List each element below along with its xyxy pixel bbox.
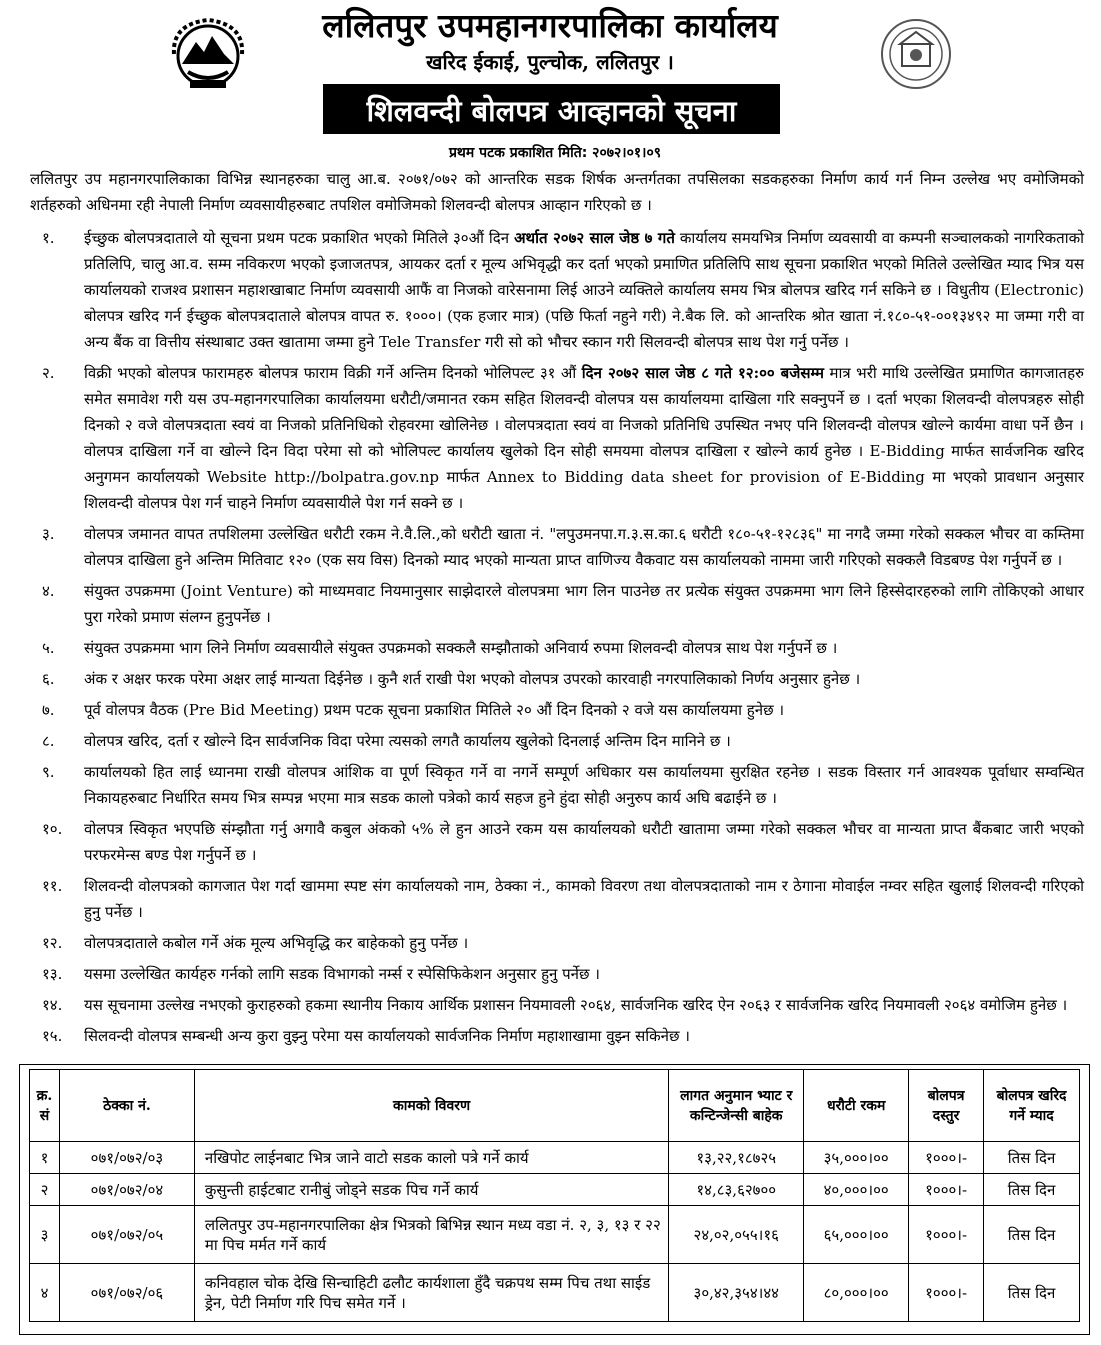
rule-item xyxy=(30,666,1084,692)
rule-text: यस सूचनामा उल्लेख नभएको कुराहरुको हकमा स्थानीय निकाय आर्थिक प्रशासन नियमावली २०६४, सार्वजनिक खरिद ऐन २०६३ र सार्वजनिक खरिद नियमावली २०६४ वमोजिम हुनेछ । xyxy=(84,996,1068,1014)
rule-number: ६. xyxy=(42,670,55,688)
rule-number: ८. xyxy=(42,732,55,750)
header-description: कामको विवरण xyxy=(194,1070,668,1142)
cell-purchase-period: तिस दिन xyxy=(984,1142,1080,1174)
rule-number: ५. xyxy=(42,639,55,657)
rule-number: १. xyxy=(42,229,55,247)
tender-table xyxy=(29,1069,1080,1322)
rule-text-continued: मात्र भरी माथि उल्लेखित प्रमाणित कागजातहरु समेत समावेश गरी यस उप-महानगरपालिका कार्यालयमा धरौटी/जमानत रकम सहित शिलवन्दी वोलपत्र यस कार्यालयमा दाखिला गरि सक्नुपर्ने छ । दर्ता भएका शिलवन्दी वोलपत्रहरु सोही दिनको २ वजे वोलपत्रदाता स्वयं वा निजको प्रतिनिधिको रोहवरमा खोलिनेछ । वोलपत्रदाता स्वयं वा निजको प्रतिनिधि उपस्थित नभए पनि शिलवन्दी वोलपत्र खोल्ने कार्यमा वाधा पर्ने छैन । वोलपत्र दाखिला गर्ने वा खोल्ने दिन विदा परेमा सो को भोलिपल्ट कार्यालय खुलेको दिन सोही समयमा वोलपत्र दाखिला र खोल्ने कार्य हुनेछ । E-Bidding मार्फत सार्वजनिक खरिद अनुगमन कार्यालयको Website http://bolpatra.gov.np मार्फत Annex to Bidding data sheet for provision of E-Bidding मा भएको प्रावधान अनुसार शिलवन्दी वोलपत्र पेश गर्न चाहने निर्माण व्यवसायीले पेश गर्न सक्ने छ । xyxy=(84,364,1085,512)
cell-fee: १०००।- xyxy=(909,1264,984,1322)
table-row xyxy=(30,1206,1080,1264)
cell-sn: ३ xyxy=(30,1206,60,1264)
rule-text: पूर्व वोलपत्र वैठक (Pre Bid Meeting) प्रथम पटक सूचना प्रकाशित मितिले २० औं दिन दिनको २ वजे यस कार्यालयमा हुनेछ । xyxy=(84,701,785,719)
header-deposit: धरौटी रकम xyxy=(804,1070,909,1142)
rule-text: संयुक्त उपक्रममा (Joint Venture) को माध्यमवाट नियमानुसार साझेदारले वोलपत्रमा भाग लिन पाउनेछ तर प्रत्येक संयुक्त उपक्रममा भाग लिने हिस्सेदारहरुको लागि तोकिएको आधार पुरा गरेको प्रमाण संलग्न हुनुपर्नेछ । xyxy=(84,582,1084,626)
rule-text: वोलपत्र स्विकृत भएपछि संम्झौता गर्नु अगावै कबुल अंकको ५% ले हुन आउने रकम यस कार्यालयको धरौटी खातामा जम्मा गरेको सक्कल भौचर वा मान्यता प्राप्त बैंकबाट जारी भएको परफरमेन्स बण्ड पेश गर्नुपर्ने छ । xyxy=(84,820,1084,864)
rule-text: ईच्छुक बोलपत्रदाताले यो सूचना प्रथम पटक प्रकाशित भएको मितिले ३०औं दिन xyxy=(84,229,515,247)
cell-fee: १०००।- xyxy=(909,1142,984,1174)
rule-item xyxy=(30,816,1084,868)
rule-number: १४. xyxy=(42,996,63,1014)
cell-fee: १०००।- xyxy=(909,1174,984,1206)
rule-item xyxy=(30,360,1084,516)
cell-description: नखिपोट लाईनबाट भित्र जाने वाटो सडक कालो पत्रे गर्ने कार्य xyxy=(194,1142,668,1174)
cell-deposit: ६५,०००।०० xyxy=(804,1206,909,1264)
rule-item xyxy=(30,992,1084,1018)
rule-text: शिलवन्दी वोलपत्रको कागजात पेश गर्दा खाममा स्पष्ट संग कार्यालयको नाम, ठेक्का नं., कामको विवरण तथा वोलपत्रदाताको नाम र ठेगाना मोवाईल नम्वर सहित खुलाई शिलवन्दी गरिएको हुनु पर्नेछ । xyxy=(84,877,1084,921)
rule-number: ७. xyxy=(42,701,55,719)
office-title: ललितपुर उपमहानगरपालिका कार्यालय xyxy=(322,6,778,45)
rule-number: ९. xyxy=(42,763,55,781)
rule-text: संयुक्त उपक्रममा भाग लिने निर्माण व्यवसायीले संयुक्त उपक्रमको सक्कलै सम्झौताको अनिवार्य रुपमा शिलवन्दी वोलपत्र साथ पेश गर्नुपर्ने छ । xyxy=(84,639,838,657)
office-address: खरिद ईकाई, पुल्चोक, ललितपुर । xyxy=(426,50,674,74)
cell-cost-estimate: १४,८३,६२७०० xyxy=(669,1174,804,1206)
cell-sn: १ xyxy=(30,1142,60,1174)
table-row xyxy=(30,1264,1080,1322)
cell-sn: ४ xyxy=(30,1264,60,1322)
rule-text: विक्री भएको बोलपत्र फारामहरु बोलपत्र फाराम विक्री गर्ने अन्तिम दिनको भोलिपल्ट ३१ औं xyxy=(84,364,582,382)
cell-contract-no: ०७१/०७२/०३ xyxy=(59,1142,194,1174)
rule-item xyxy=(30,873,1084,925)
cell-contract-no: ०७१/०७२/०५ xyxy=(59,1206,194,1264)
rules-list xyxy=(30,225,1084,1054)
cell-contract-no: ०७१/०७२/०४ xyxy=(59,1174,194,1206)
rule-item xyxy=(30,578,1084,630)
rule-item xyxy=(30,728,1084,754)
header-fee: बोलपत्र दस्तुर xyxy=(909,1070,984,1142)
header-cost-estimate: लागत अनुमान भ्याट र कन्टिन्जेन्सी बाहेक xyxy=(669,1070,804,1142)
rule-number: १०. xyxy=(42,820,63,838)
rule-emphasis: दिन २०७२ साल जेष्ठ ८ गते १२:०० बजेसम्म xyxy=(581,364,824,382)
rule-number: १५. xyxy=(42,1027,63,1045)
rule-item xyxy=(30,697,1084,723)
rule-number: २. xyxy=(42,364,55,382)
rule-number: ४. xyxy=(42,582,55,600)
rule-number: ११. xyxy=(42,877,63,895)
rule-item xyxy=(30,961,1084,987)
cell-description: कुसुन्ती हाईटबाट रानीबुं जोड्ने सडक पिच गर्ने कार्य xyxy=(194,1174,668,1206)
cell-deposit: ३५,०००।०० xyxy=(804,1142,909,1174)
rule-number: ३. xyxy=(42,525,55,543)
rule-item xyxy=(30,635,1084,661)
header-purchase-period: बोलपत्र खरिद गर्ने म्याद xyxy=(984,1070,1080,1142)
rule-number: १२. xyxy=(42,934,63,952)
cell-purchase-period: तिस दिन xyxy=(984,1174,1080,1206)
rule-text: वोलपत्र खरिद, दर्ता र खोल्ने दिन सार्वजनिक विदा परेमा त्यसको लगतै कार्यालय खुलेको दिनलाई अन्तिम दिन मानिने छ । xyxy=(84,732,731,750)
cell-cost-estimate: २४,०२,०५५।१६ xyxy=(669,1206,804,1264)
rule-item xyxy=(30,1023,1084,1049)
cell-purchase-period: तिस दिन xyxy=(984,1264,1080,1322)
rule-item xyxy=(30,930,1084,956)
rule-text: सिलवन्दी वोलपत्र सम्बन्धी अन्य कुरा वुझ्नु परेमा यस कार्यालयको सार्वजनिक निर्माण महाशाखामा वुझ्न सकिनेछ । xyxy=(84,1027,690,1045)
rule-number: १३. xyxy=(42,965,63,983)
cell-description: ललितपुर उप-महानगरपालिका क्षेत्र भित्रको बिभिन्न स्थान मध्य वडा नं. २, ३, १३ र २२ मा पिच मर्मत गर्ने कार्य xyxy=(194,1206,668,1264)
notice-title: शिलवन्दी बोलपत्र आव्हानको सूचना xyxy=(323,84,780,134)
rule-item xyxy=(30,521,1084,573)
rule-text: कार्यालयको हित लाई ध्यानमा राखी वोलपत्र आंशिक वा पूर्ण स्विकृत गर्ने वा नगर्ने सम्पूर्ण अधिकार यस कार्यालयमा सुरक्षित रहनेछ । सडक विस्तार गर्न आवश्यक पूर्वाधार सम्वन्धित निकायहरुबाट निर्धारित समय भित्र सम्पन्न भएमा मात्र सडक कालो पत्रेको कार्य सहज हुने हुंदा सोही अनुरुप कार्य अघि बढाईने छ । xyxy=(84,763,1084,807)
cell-fee: १०००।- xyxy=(909,1206,984,1264)
rule-item xyxy=(30,225,1084,355)
rule-item xyxy=(30,759,1084,811)
cell-description: कनिवहाल चोक देखि सिन्चाहिटी ढलौट कार्यशाला हुँदै चक्रपथ सम्म पिच तथा साईड ड्रेन, पेटी निर्माण गरि पिच समेत गर्ने । xyxy=(194,1264,668,1322)
intro-paragraph: ललितपुर उप महानगरपालिकाका विभिन्न स्थानहरुका चालु आ.ब. २०७१/०७२ को आन्तरिक सडक शिर्षक अन्तर्गतका तपसिलका सडकहरुका निर्माण कार्य गर्न निम्न उल्लेख भए वमोजिमको शर्तहरुको अधिनमा रही नेपाली निर्माण व्यवसायीहरुबाट तपशिल वमोजिमको शिलवन्दी बोलपत्र आव्हान गरिएको छ । xyxy=(30,170,1084,214)
rule-text: यसमा उल्लेखित कार्यहरु गर्नको लागि सडक विभागको नर्म्स र स्पेसिफिकेशन अनुसार हुनु पर्नेछ । xyxy=(84,965,600,983)
header-sn: क्र. सं xyxy=(30,1070,60,1142)
header-contract-no: ठेक्का नं. xyxy=(59,1070,194,1142)
rule-text: वोलपत्रदाताले कबोल गर्ने अंक मूल्य अभिवृद्धि कर बाहेकको हुनु पर्नेछ । xyxy=(84,934,469,952)
cell-deposit: ४०,०००।०० xyxy=(804,1174,909,1206)
table-row xyxy=(30,1174,1080,1206)
table-row xyxy=(30,1142,1080,1174)
cell-purchase-period: तिस दिन xyxy=(984,1206,1080,1264)
rule-text-continued: कार्यालय समयभित्र निर्माण व्यवसायी वा कम्पनी सञ्चालकको नागरिकताको प्रतिलिपि, चालु आ.व. सम्म नविकरण भएको इजाजतपत्र, आयकर दर्ता र मूल्य अभिवृद्धी कर दर्ता भएको प्रमाणित प्रतिलिपि साथ सूचना प्रकाशित भएको मितिले उल्लेखित म्याद भित्र यस कार्यालयको राजश्व प्रशासन महाशखाबाट निर्माण व्यवसायी आफैं वा निजको वारेसनामा लिई आउने व्यक्तिले कार्यालय समय भित्र बोलपत्र खरिद गर्न सकिने छ । विधुतीय (Electronic) बोलपत्र खरिद गर्न ईच्छुक बोलपत्रदाताले बोलपत्र वापत रु. १०००। (एक हजार मात्र) (पछि फिर्ता नहुने गरी) ने.बैक लि. को आन्तरिक श्रोत खाता नं.१८०-५१-००१३४९२ मा जम्मा गरी वा अन्य बैंक वा वित्तीय संस्थाबाट उक्त खातामा जम्मा हुने Tele Transfer गरी सो को भौचर स्कान गरी सिलवन्दी बोलपत्र साथ पेश गर्नु पर्नेछ । xyxy=(84,229,1084,351)
cell-sn: २ xyxy=(30,1174,60,1206)
rule-emphasis: अर्थात २०७२ साल जेष्ठ ७ गते xyxy=(514,229,675,247)
published-date: प्रथम पटक प्रकाशित मिति: २०७२।०१।०९ xyxy=(448,145,662,161)
rule-text: अंक र अक्षर फरक परेमा अक्षर लाई मान्यता दिईनेछ । कुनै शर्त राखी पेश भएको वोलपत्र उपरको कारवाही नगरपालिकाको निर्णय अनुसार हुनेछ । xyxy=(84,670,861,688)
rule-text: वोलपत्र जमानत वापत तपशिलमा उल्लेखित धरौटी रकम ने.वै.लि.,को धरौटी खाता नं. "लपुउमनपा.ग.३.स.का.६ धरौटी १८०-५१-१२८३६" मा नगदै जम्मा गरेको सक्कल भौचर वा कम्तिमा वोलपत्र दाखिला हुने अन्तिम मितिवाट १२० (एक सय विस) दिनको म्याद भएको मान्यता प्राप्त वाणिज्य वैकवाट यस कार्यालयको नाममा जारी गरिएको सक्कलै विडबण्ड पेश गर्नुपर्ने छ । xyxy=(84,525,1084,569)
cell-cost-estimate: ३०,४२,३५४।४४ xyxy=(669,1264,804,1322)
cell-cost-estimate: १३,२२,१८७२५ xyxy=(669,1142,804,1174)
cell-deposit: ८०,०००।०० xyxy=(804,1264,909,1322)
cell-contract-no: ०७१/०७२/०६ xyxy=(59,1264,194,1322)
